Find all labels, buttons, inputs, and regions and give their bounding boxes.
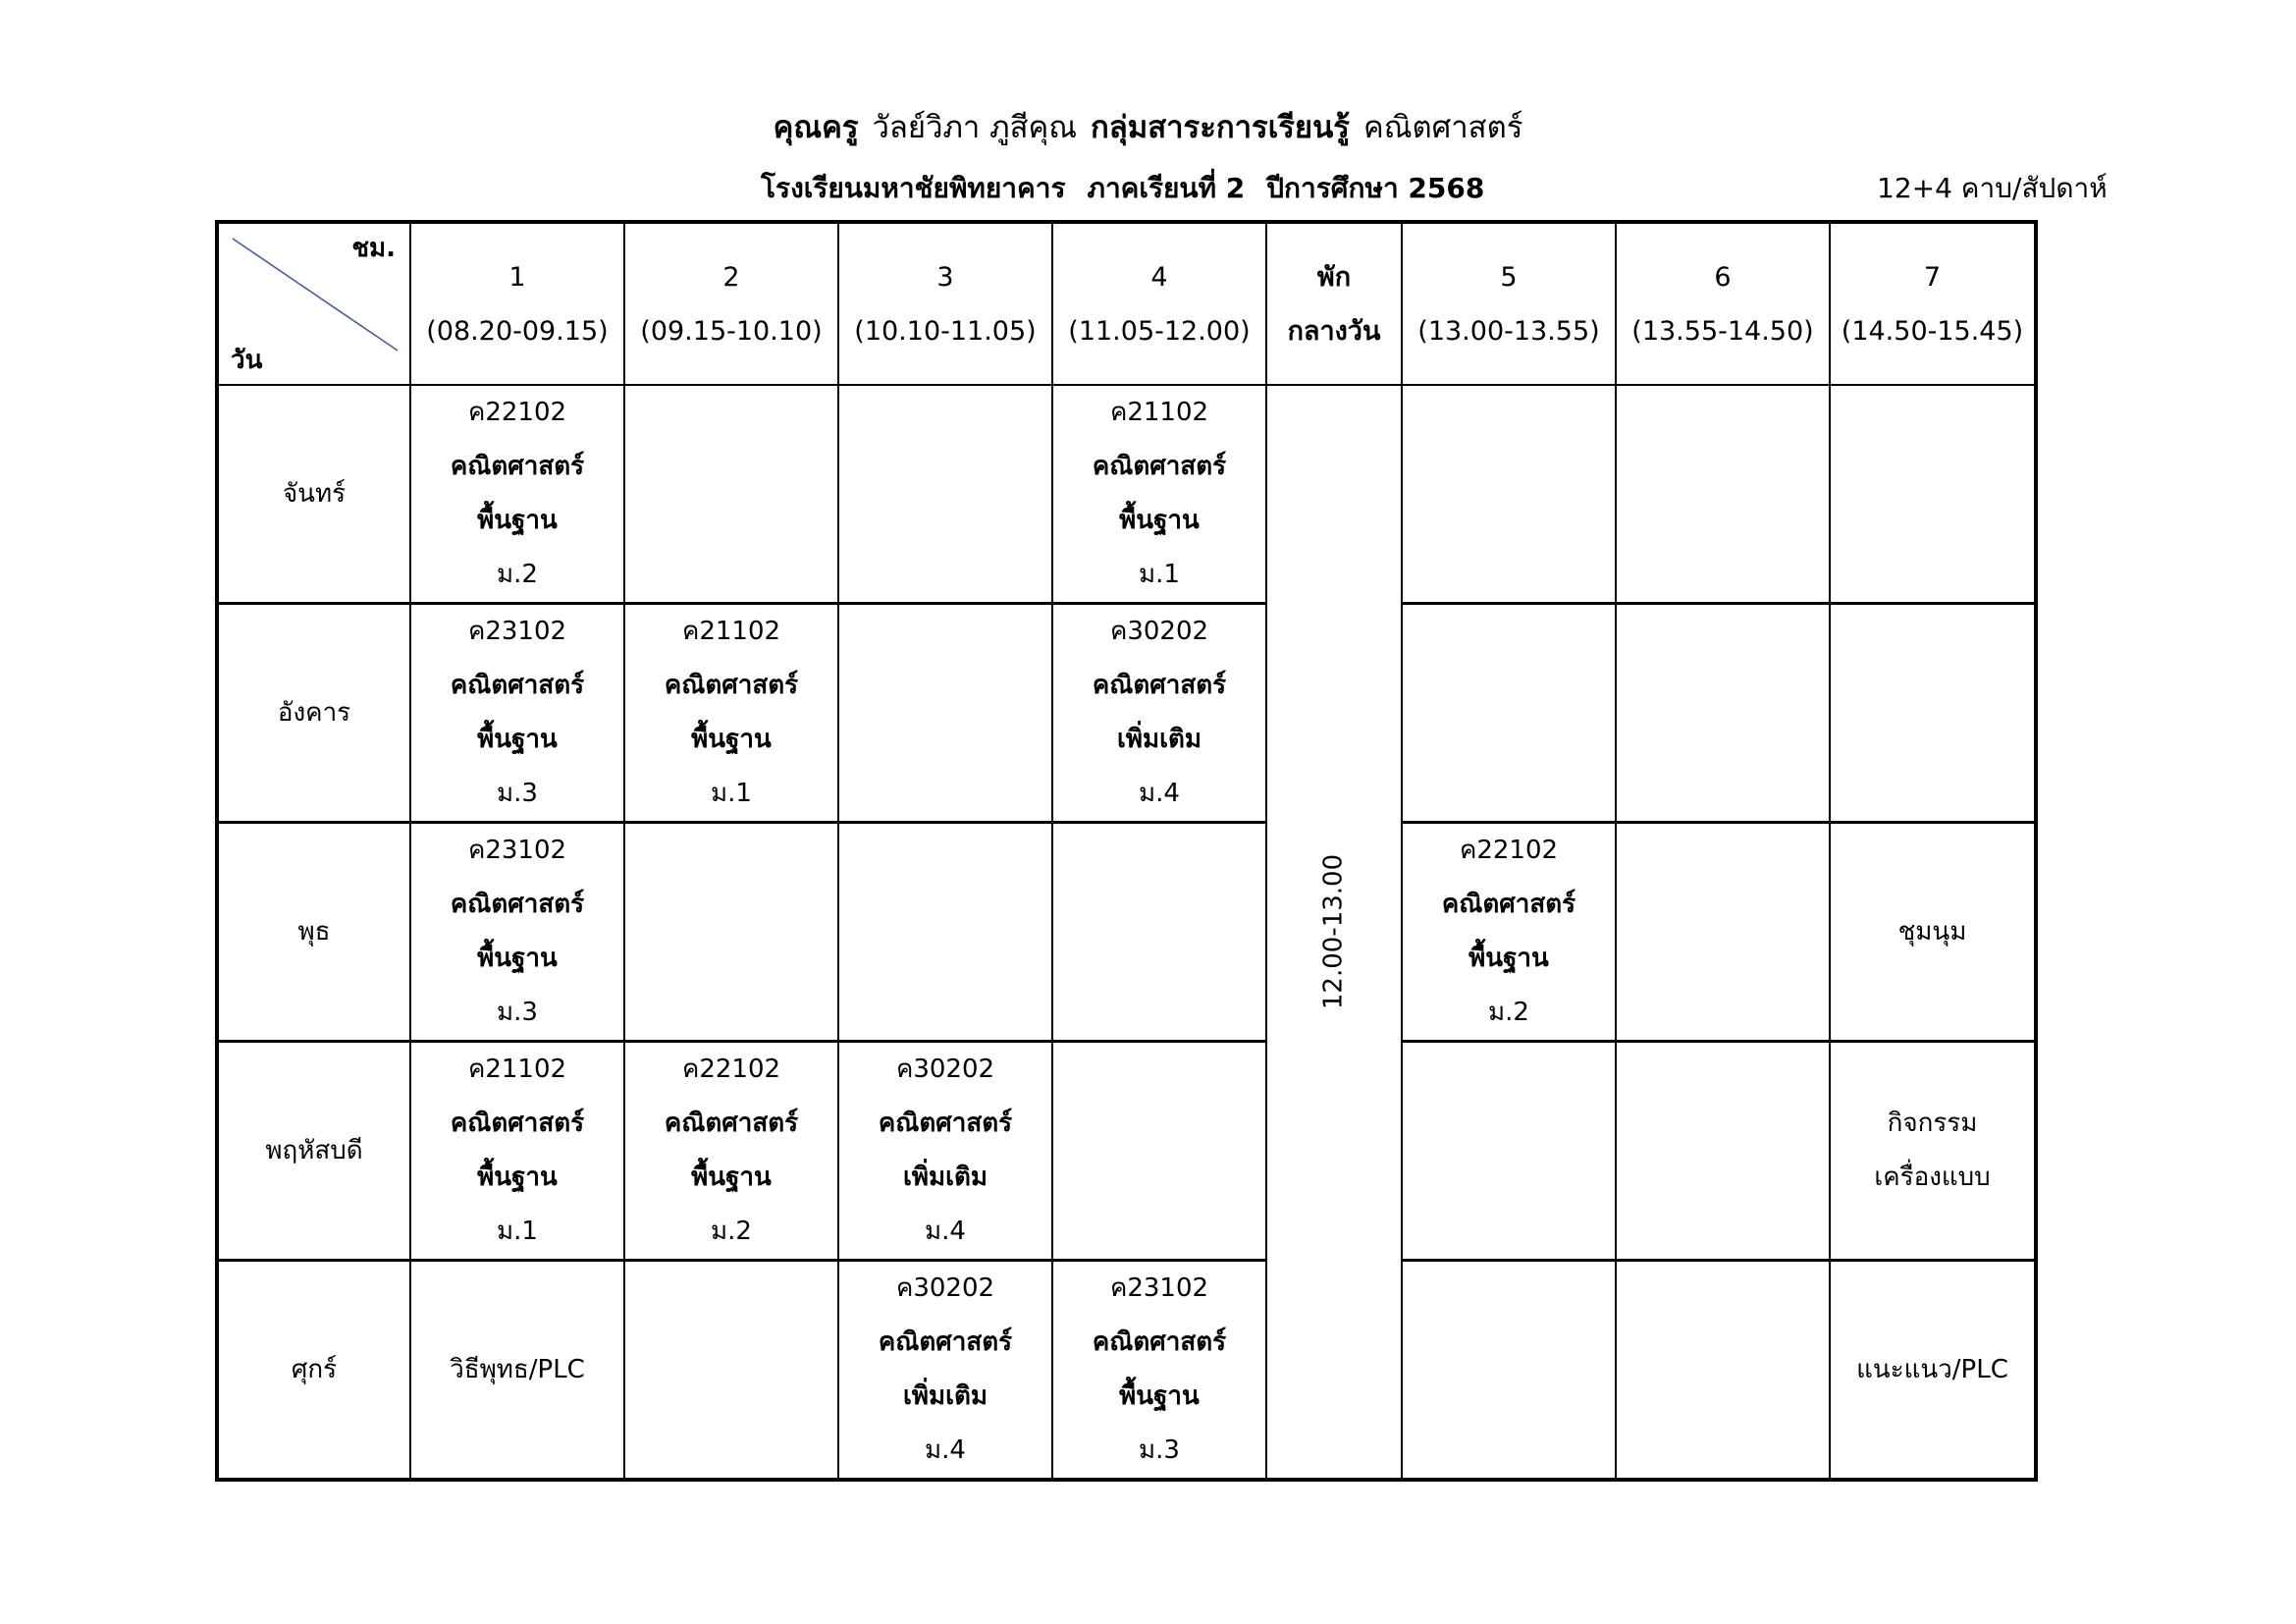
course-code: ค23102 — [467, 836, 567, 865]
day-label: พุธ — [217, 823, 410, 1042]
class-slot — [410, 1042, 624, 1261]
course-code: ค22102 — [681, 1055, 781, 1084]
grade-level: ม.1 — [497, 1217, 538, 1246]
empty-slot — [624, 823, 838, 1042]
lunch-label: พัก — [1316, 261, 1352, 293]
course-code: ค30202 — [895, 1273, 995, 1303]
period-number: 7 — [1923, 261, 1942, 293]
class-slot — [838, 1261, 1052, 1481]
grade-level: ม.2 — [711, 1217, 752, 1246]
day-row — [217, 1261, 2036, 1481]
empty-slot — [838, 823, 1052, 1042]
empty-slot — [1402, 1042, 1616, 1261]
course-type: พื้นฐาน — [477, 944, 558, 973]
period-time: (11.05-12.00) — [1068, 315, 1251, 347]
empty-slot — [624, 1261, 838, 1481]
class-slot — [410, 604, 624, 823]
course-code: ค21102 — [467, 1055, 567, 1084]
empty-slot — [1616, 604, 1830, 823]
class-slot — [410, 385, 624, 604]
course-code: ค23102 — [1109, 1273, 1209, 1303]
day-row — [217, 385, 2036, 604]
subject-name: คณิตศาสตร์ — [450, 1109, 585, 1138]
subject-name: คณิตศาสตร์ — [450, 452, 585, 481]
period-header-4 — [1052, 222, 1266, 385]
teacher-name: วัลย์วิภา ภูสีคุณ — [872, 110, 1078, 145]
empty-slot — [1616, 823, 1830, 1042]
subject-name: คณิตศาสตร์ — [878, 1109, 1013, 1138]
period-header-1 — [410, 222, 624, 385]
grade-level: ม.2 — [497, 560, 538, 589]
grade-level: ม.4 — [1139, 779, 1180, 808]
course-code: ค30202 — [895, 1055, 995, 1084]
activity-slot — [410, 1261, 624, 1481]
empty-slot — [1052, 823, 1266, 1042]
lunch-break-cell — [1266, 385, 1402, 1480]
header-row — [217, 222, 2036, 385]
period-time: (08.20-09.15) — [426, 315, 609, 347]
day-label: จันทร์ — [217, 385, 410, 604]
empty-slot — [1616, 385, 1830, 604]
empty-slot — [1402, 1261, 1616, 1481]
activity-label: เครื่องแบบ — [1874, 1163, 1991, 1192]
course-code: ค22102 — [467, 398, 567, 427]
empty-slot — [838, 385, 1052, 604]
period-time: (13.55-14.50) — [1631, 315, 1814, 347]
class-slot — [1052, 385, 1266, 604]
empty-slot — [1052, 1042, 1266, 1261]
course-type: พื้นฐาน — [691, 1163, 772, 1192]
day-row — [217, 604, 2036, 823]
period-header-6 — [1616, 222, 1830, 385]
class-slot — [838, 1042, 1052, 1261]
course-code: ค23102 — [467, 617, 567, 646]
course-code: ค22102 — [1459, 836, 1559, 865]
day-label: พฤหัสบดี — [217, 1042, 410, 1261]
period-number: 6 — [1714, 261, 1732, 293]
grade-level: ม.2 — [1488, 998, 1529, 1027]
period-time: (10.10-11.05) — [854, 315, 1037, 347]
empty-slot — [838, 604, 1052, 823]
day-row — [217, 823, 2036, 1042]
subject-name: คณิตศาสตร์ — [1441, 890, 1576, 919]
period-time: (14.50-15.45) — [1841, 315, 2024, 347]
grade-level: ม.4 — [925, 1435, 966, 1465]
course-code: ค30202 — [1109, 617, 1209, 646]
subject-name: คณิตศาสตร์ — [1092, 1327, 1227, 1357]
course-type: พื้นฐาน — [477, 1163, 558, 1192]
course-type: เพิ่มเติม — [902, 1381, 988, 1411]
empty-slot — [1616, 1042, 1830, 1261]
period-header-5 — [1402, 222, 1616, 385]
activity-label: กิจกรรม — [1887, 1109, 1978, 1138]
subject-name: คณิตศาสตร์ — [664, 671, 799, 700]
corner-cell — [217, 222, 410, 385]
timetable — [215, 220, 2038, 1482]
grade-level: ม.3 — [497, 998, 538, 1027]
corner-day-label: วัน — [231, 345, 263, 375]
day-label: ศุกร์ — [217, 1261, 410, 1481]
title-school-line — [761, 167, 1506, 210]
grade-level: ม.4 — [925, 1217, 966, 1246]
activity-label: แนะแนว/PLC — [1856, 1354, 2008, 1384]
semester: ภาคเรียนที่ 2 — [1087, 172, 1246, 204]
corner-hour-label: ชม. — [351, 233, 396, 263]
day-row — [217, 1042, 2036, 1261]
course-type: พื้นฐาน — [1468, 944, 1549, 973]
lunch-header — [1266, 222, 1402, 385]
class-slot — [1052, 1261, 1266, 1481]
grade-level: ม.3 — [497, 779, 538, 808]
period-header-2 — [624, 222, 838, 385]
course-type: พื้นฐาน — [1119, 506, 1200, 535]
course-type: พื้นฐาน — [691, 725, 772, 754]
lunch-time: 12.00-13.00 — [1318, 853, 1349, 1010]
class-slot — [410, 823, 624, 1042]
teacher-prefix: คุณครู — [773, 110, 859, 145]
learning-group-label: กลุ่มสาระการเรียนรู้ — [1091, 110, 1350, 145]
course-code: ค21102 — [681, 617, 781, 646]
empty-slot — [1616, 1261, 1830, 1481]
period-number: 5 — [1500, 261, 1518, 293]
subject-name: คณิตศาสตร์ — [1092, 671, 1227, 700]
activity-label: วิธีพุทธ/PLC — [450, 1354, 585, 1384]
lunch-label-2: กลางวัน — [1287, 315, 1381, 347]
period-number: 1 — [508, 261, 526, 293]
course-type: พื้นฐาน — [477, 506, 558, 535]
class-slot — [1052, 604, 1266, 823]
activity-slot — [1830, 1261, 2036, 1481]
period-time: (13.00-13.55) — [1417, 315, 1600, 347]
period-header-3 — [838, 222, 1052, 385]
activity-label: ชุมนุม — [1897, 916, 1967, 947]
empty-slot — [1402, 385, 1616, 604]
empty-slot — [1830, 385, 2036, 604]
grade-level: ม.1 — [711, 779, 752, 808]
period-number: 4 — [1150, 261, 1168, 293]
class-slot — [1402, 823, 1616, 1042]
empty-slot — [624, 385, 838, 604]
empty-slot — [1830, 604, 2036, 823]
school-name: โรงเรียนมหาชัยพิทยาคาร — [761, 172, 1066, 204]
period-header-7 — [1830, 222, 2036, 385]
activity-slot — [1830, 823, 2036, 1042]
period-time: (09.15-10.10) — [640, 315, 823, 347]
period-number: 3 — [936, 261, 954, 293]
course-type: เพิ่มเติม — [1116, 725, 1202, 754]
grade-level: ม.1 — [1139, 560, 1180, 589]
academic-year: ปีการศึกษา 2568 — [1266, 172, 1485, 204]
learning-group-name: คณิตศาสตร์ — [1362, 110, 1523, 145]
activity-slot — [1830, 1042, 2036, 1261]
empty-slot — [1402, 604, 1616, 823]
course-code: ค21102 — [1109, 398, 1209, 427]
periods-per-week: 12+4 คาบ/สัปดาห์ — [1877, 172, 2108, 204]
class-slot — [624, 1042, 838, 1261]
subject-name: คณิตศาสตร์ — [878, 1327, 1013, 1357]
subject-name: คณิตศาสตร์ — [1092, 452, 1227, 481]
subject-name: คณิตศาสตร์ — [450, 890, 585, 919]
course-type: พื้นฐาน — [477, 725, 558, 754]
grade-level: ม.3 — [1139, 1435, 1180, 1465]
course-type: เพิ่มเติม — [902, 1163, 988, 1192]
subject-name: คณิตศาสตร์ — [664, 1109, 799, 1138]
title-teacher-line — [0, 104, 2296, 151]
course-type: พื้นฐาน — [1119, 1381, 1200, 1411]
subject-name: คณิตศาสตร์ — [450, 671, 585, 700]
class-slot — [624, 604, 838, 823]
day-label: อังคาร — [217, 604, 410, 823]
period-number: 2 — [722, 261, 740, 293]
